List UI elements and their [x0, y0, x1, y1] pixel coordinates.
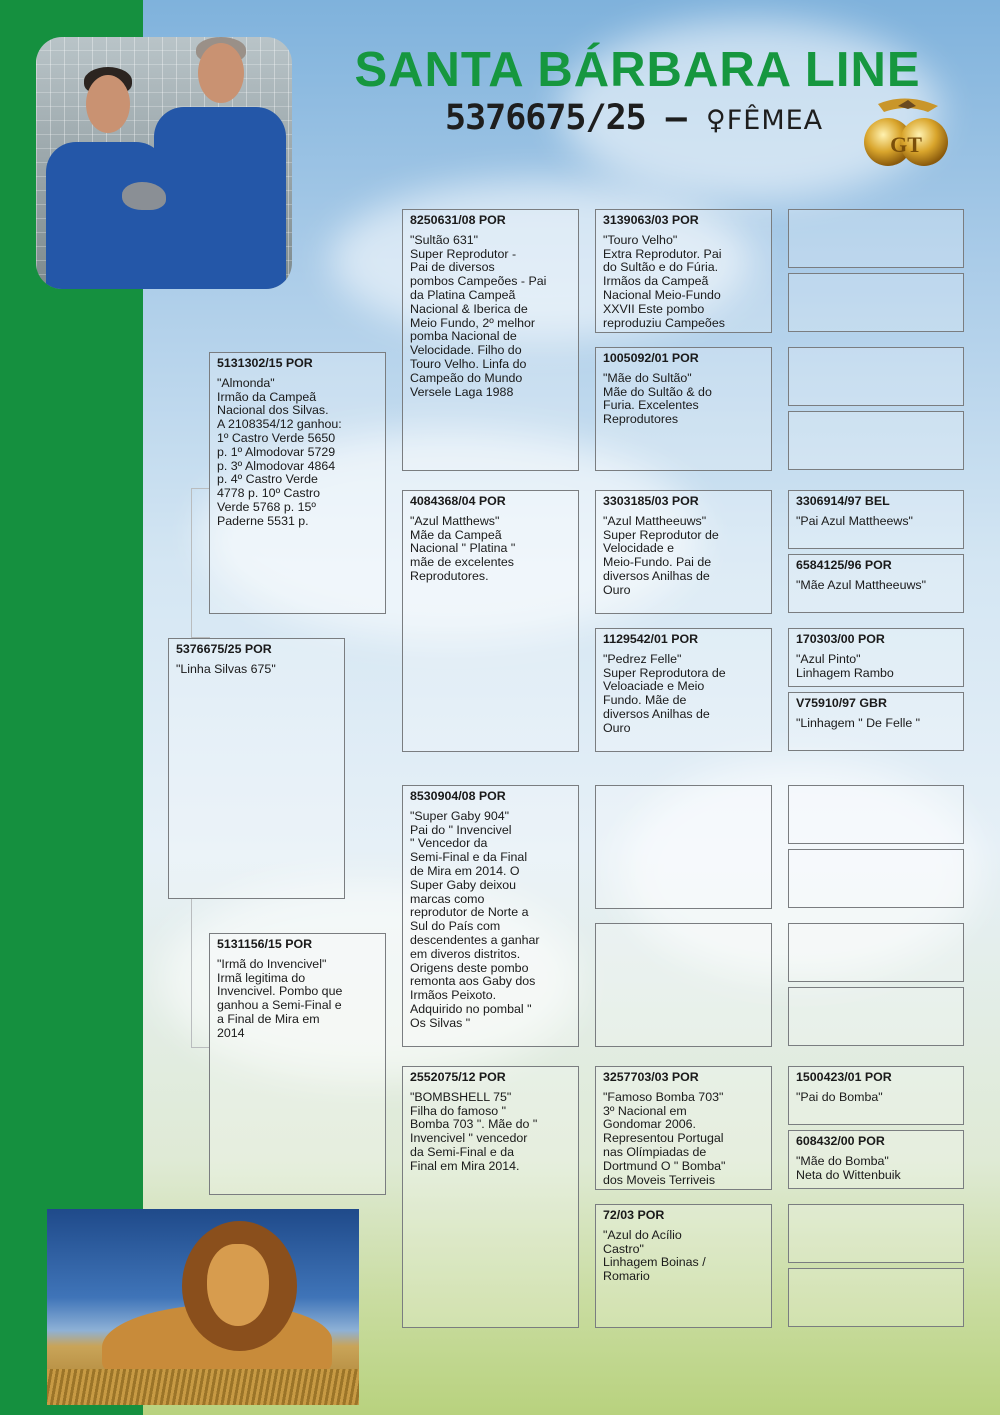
ring-number: 3306914/97 BEL [796, 494, 890, 508]
pedigree-sire-dam [402, 490, 579, 752]
pedigree-gen5-15-empty [788, 1204, 964, 1263]
ring-number: 608432/00 POR [796, 1134, 885, 1148]
ring-number: 5131302/15 POR [217, 356, 313, 370]
pedigree-gen5-12-empty [788, 987, 964, 1046]
ring-number: 4084368/04 POR [410, 494, 506, 508]
ring-number: 5131156/15 POR [217, 937, 313, 951]
pedigree-gen5-3-empty [788, 347, 964, 406]
ring-number: 72/03 POR [603, 1208, 665, 1222]
pedigree-gen5-2-empty [788, 273, 964, 332]
pedigree-gen4-7 [595, 1066, 772, 1190]
pedigree-dam-sire [402, 785, 579, 1047]
pedigree-gen5-5 [788, 490, 964, 549]
ring-number: 170303/00 POR [796, 632, 885, 646]
connector [191, 898, 210, 1048]
bird-description: "Mãe do Sultão" Mãe do Sultão & do Furia. Excelentes Reprodutores [603, 370, 712, 427]
pedigree-gen4-4 [595, 628, 772, 752]
logo-text: GT [890, 132, 922, 157]
ring-number: 2552075/12 POR [410, 1070, 506, 1084]
pedigree-subject [168, 638, 345, 899]
pedigree-gen4-2 [595, 347, 772, 471]
bird-description: "BOMBSHELL 75" Filha do famoso " Bomba 703 ". Mãe do " Invencivel " vencedor da Semi-Final e da Final em Mira 2014. [410, 1089, 538, 1173]
bird-description: "Irmã do Invencivel" Irmã legitima do Invencivel. Pombo que ganhou a Semi-Final e a Final de Mira em 2014 [217, 956, 343, 1040]
pedigree-dam-dam [402, 1066, 579, 1328]
pigeon [122, 182, 166, 210]
pedigree-dam [209, 933, 386, 1195]
ring-number: 8250631/08 POR [410, 213, 506, 227]
pedigree-gen5-10-empty [788, 849, 964, 908]
bird-description: "Azul Pinto" Linhagem Rambo [796, 651, 894, 680]
ring-number: 5376675/25 – [445, 98, 686, 138]
ring-number: 1129542/01 POR [603, 632, 699, 646]
pedigree-gen5-16-empty [788, 1268, 964, 1327]
pedigree-sire [209, 352, 386, 614]
pedigree-gen4-5-empty [595, 785, 772, 909]
pedigree-gen5-6 [788, 554, 964, 613]
bird-description: "Azul do Acílio Castro" Linhagem Boinas / Romario [603, 1227, 706, 1284]
ring-number: V75910/97 GBR [796, 696, 887, 710]
bird-description: "Mãe do Bomba" Neta do Wittenbuik [796, 1153, 901, 1182]
ring-number: 3257703/03 POR [603, 1070, 699, 1084]
globe-pigeon-logo [858, 96, 954, 170]
pedigree-gen4-8 [595, 1204, 772, 1328]
connector [191, 488, 210, 638]
bird-description: "Almonda" Irmão da Campeã Nacional dos Silvas. A 2108354/12 ganhou: 1º Castro Verde 5650 p. 1º Almodovar 5729 p. 3º Almodovar 4864 p. 4º Castro Verde 4778 p. 10º Castro Verde 5768 p. 15º Paderne 5531 p. [217, 375, 342, 528]
bird-description: "Super Gaby 904" Pai do " Invencivel " Vencedor da Semi-Final e da Final de Mira em 2014. O Super Gaby deixou marcas como reprodutor de Norte a Sul do País com descendentes a ganhar em diveros distritos. Origens deste pombo remonta aos Gaby dos Irmãos Peixoto. Adquirido no pombal " Os Silvas " [410, 808, 540, 1030]
ring-number: 8530904/08 POR [410, 789, 506, 803]
pedigree-gen5-14 [788, 1130, 964, 1189]
bird-description: "Pai do Bomba" [796, 1089, 883, 1104]
pedigree-gen4-6-empty [595, 923, 772, 1047]
bird-description: "Azul Mattheeuws" Super Reprodutor de Velocidade e Meio-Fundo. Pai de diversos Anilhas de Ouro [603, 513, 719, 597]
ring-number: 5376675/25 POR [176, 642, 272, 656]
breeders-photo [36, 37, 292, 289]
bird-description: "Azul Matthews" Mãe da Campeã Nacional " Platina " mãe de excelentes Reprodutores. [410, 513, 516, 583]
ring-number: 3303185/03 POR [603, 494, 699, 508]
bird-description: "Famoso Bomba 703" 3º Nacional em Gondomar 2006. Representou Portugal nas Olímpiadas de Dortmund O " Bomba" dos Moveis Terriveis [603, 1089, 726, 1187]
bird-description: "Linha Silvas 675" [176, 661, 276, 676]
pedigree-gen5-13 [788, 1066, 964, 1125]
ring-heading [445, 98, 823, 138]
pedigree-gen4-3 [595, 490, 772, 614]
page-title: SANTA BÁRBARA LINE [354, 43, 921, 97]
bird-description: "Pedrez Felle" Super Reprodutora de Veloaciade e Meio Fundo. Mãe de diversos Anilhas de Ouro [603, 651, 726, 735]
ring-number: 6584125/96 POR [796, 558, 892, 572]
pedigree-gen5-1-empty [788, 209, 964, 268]
ring-number: 3139063/03 POR [603, 213, 699, 227]
female-symbol: ♀ [705, 105, 727, 136]
sex-label: FÊMEA [726, 105, 824, 136]
bird-description: "Touro Velho" Extra Reprodutor. Pai do Sultão e do Fúria. Irmãos da Campeã Nacional Meio-Fundo XXVII Este pombo reproduziu Campeões [603, 232, 725, 330]
pedigree-gen4-1 [595, 209, 772, 333]
pedigree-gen5-4-empty [788, 411, 964, 470]
ring-number: 1005092/01 POR [603, 351, 699, 365]
pedigree-gen5-9-empty [788, 785, 964, 844]
bird-description: "Mãe Azul Mattheeuws" [796, 577, 927, 592]
bird-description: "Linhagem " De Felle " [796, 715, 921, 730]
pedigree-sire-sire [402, 209, 579, 471]
bird-description: "Sultão 631" Super Reprodutor - Pai de diversos pombos Campeões - Pai da Platina Campeã Nacional & Iberica de Meio Fundo, 2º melhor pomba Nacional de Velocidade. Filho do Touro Velho. Linfa do Campeão do Mundo Versele Laga 1988 [410, 232, 547, 399]
lion-photo [47, 1209, 359, 1405]
ring-number: 1500423/01 POR [796, 1070, 892, 1084]
pedigree-gen5-7 [788, 628, 964, 687]
pedigree-gen5-11-empty [788, 923, 964, 982]
bird-description: "Pai Azul Mattheews" [796, 513, 913, 528]
pedigree-gen5-8 [788, 692, 964, 751]
